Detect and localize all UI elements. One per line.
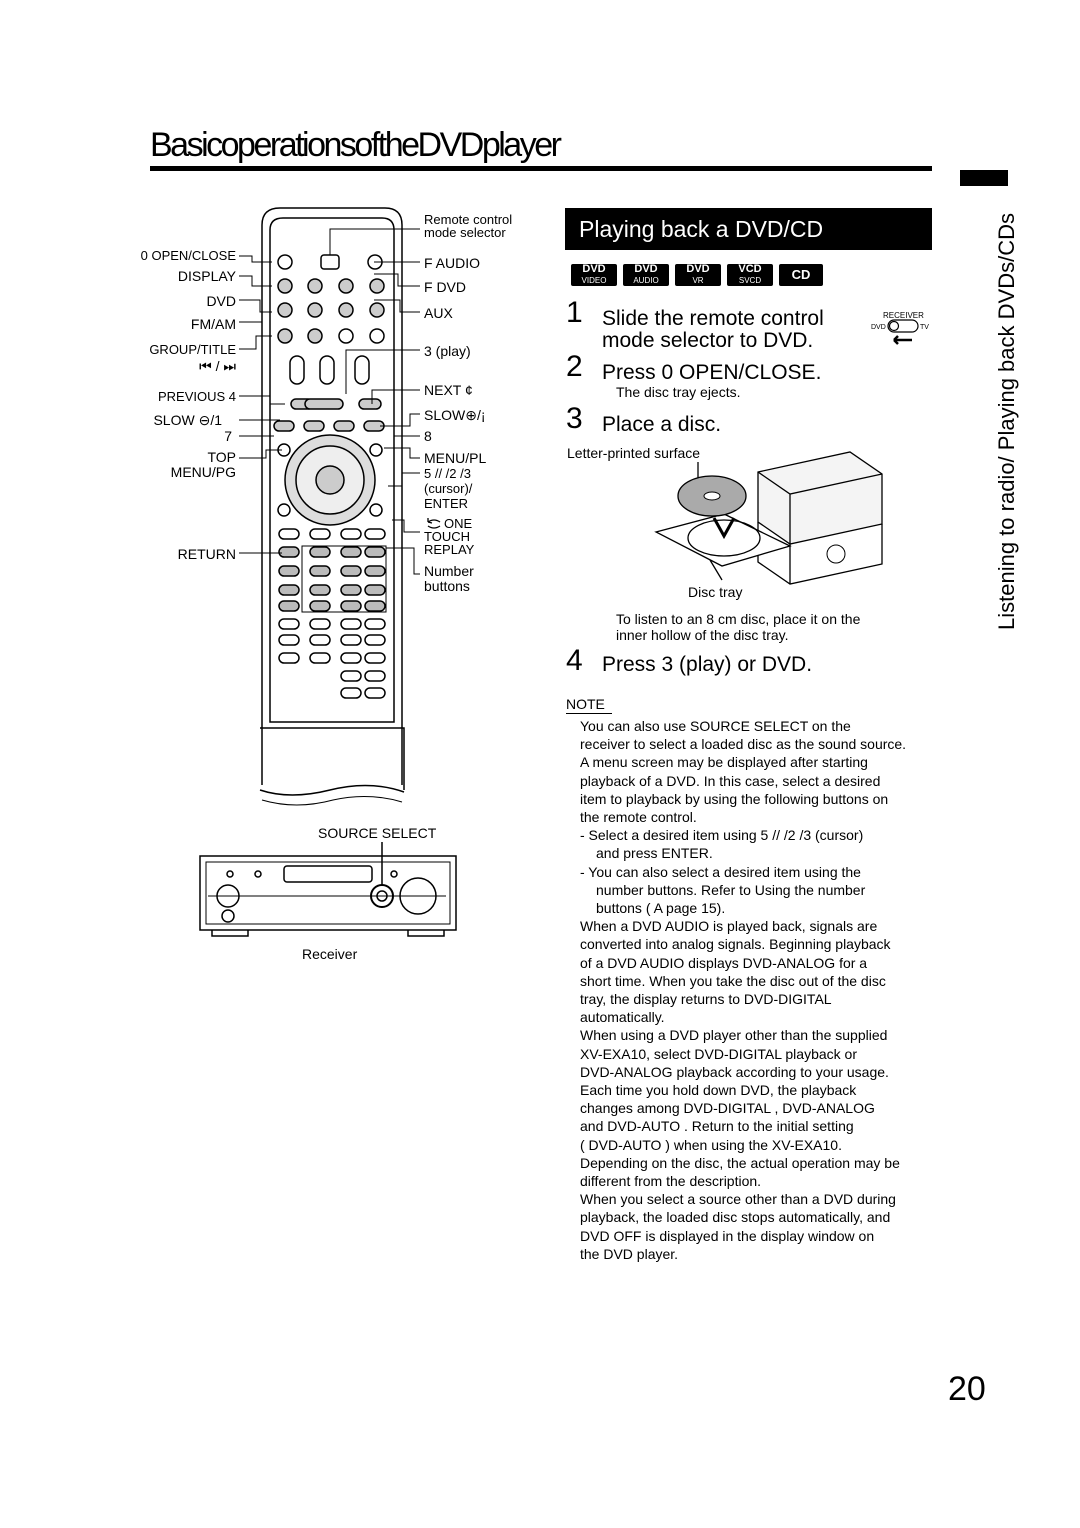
remote-key bbox=[279, 635, 299, 645]
remote-button bbox=[308, 303, 322, 317]
page-title: BasicoperationsoftheDVDplayer bbox=[150, 126, 560, 164]
side-section-text: Listening to radio/ Playing back DVDs/CDs bbox=[994, 213, 1019, 630]
step-4-number: 4 bbox=[566, 644, 583, 677]
remote-key bbox=[365, 653, 385, 663]
note-line: When you select a source other than a DVD during bbox=[580, 1191, 896, 1208]
step-2-sub: The disc tray ejects. bbox=[616, 384, 741, 400]
format-dvd-video-badge: DVD VIDEO bbox=[571, 264, 617, 286]
selector-receiver-label: RECEIVER bbox=[883, 311, 924, 320]
label-one: ONE bbox=[444, 516, 473, 531]
mode-selector-switch-icon bbox=[884, 316, 924, 348]
remote-key bbox=[365, 601, 385, 611]
selector-dvd-label: DVD bbox=[871, 324, 886, 331]
remote-key bbox=[365, 547, 385, 557]
format-vcd-svcd-badge: VCD SVCD bbox=[727, 264, 773, 286]
remote-button bbox=[359, 399, 381, 409]
one-touch-replay-icon bbox=[424, 518, 444, 530]
label-return: RETURN bbox=[177, 546, 236, 562]
label-display: DISPLAY bbox=[177, 268, 236, 284]
note-line: automatically. bbox=[580, 1009, 665, 1026]
label-group-title: GROUP/TITLE bbox=[149, 342, 236, 357]
note-underline bbox=[566, 713, 612, 714]
remote-button bbox=[274, 421, 294, 431]
remote-key bbox=[310, 619, 330, 629]
disc-note-line2: inner hollow of the disc tray. bbox=[616, 627, 789, 643]
note-line: changes among DVD-DIGITAL , DVD-ANALOG bbox=[580, 1100, 875, 1117]
remote-key bbox=[279, 566, 299, 576]
remote-key bbox=[310, 566, 330, 576]
remote-key bbox=[279, 585, 299, 595]
format-cd-badge: CD bbox=[779, 264, 823, 286]
remote-key bbox=[310, 635, 330, 645]
label-aux: AUX bbox=[424, 305, 453, 321]
remote-button bbox=[308, 279, 322, 293]
remote-button bbox=[370, 329, 384, 343]
note-line: and DVD-AUTO . Return to the initial setting bbox=[580, 1118, 854, 1135]
note-line: When using a DVD player other than the supplied bbox=[580, 1027, 888, 1044]
label-slow-forward: SLOW⊕/¡ bbox=[424, 407, 486, 423]
format-dvd-vr-badge: DVD VR bbox=[675, 264, 721, 286]
remote-key bbox=[341, 547, 361, 557]
note-line: ( DVD-AUTO ) when using the XV-EXA10. bbox=[580, 1136, 842, 1153]
note-line: the DVD player. bbox=[580, 1245, 679, 1262]
step-1-line1: Slide the remote control bbox=[602, 307, 824, 330]
remote-key bbox=[365, 635, 385, 645]
remote-key bbox=[341, 635, 361, 645]
note-line: receiver to select a loaded disc as the sound source. bbox=[580, 736, 907, 753]
note-line: Depending on the disc, the actual operation may be bbox=[580, 1154, 900, 1171]
note-line: Each time you hold down DVD, the playback bbox=[580, 1082, 857, 1099]
remote-mode-selector bbox=[321, 255, 339, 269]
note-line: item to playback by using the following buttons on bbox=[580, 790, 889, 807]
remote-key bbox=[341, 566, 361, 576]
remote-key bbox=[365, 688, 385, 698]
label-top: TOP bbox=[207, 449, 236, 465]
remote-button bbox=[334, 421, 354, 431]
note-line: converted into analog signals. Beginning playback bbox=[580, 936, 891, 953]
remote-key bbox=[341, 601, 361, 611]
note-line: DVD-ANALOG playback according to your usage. bbox=[580, 1063, 889, 1080]
remote-button bbox=[278, 329, 292, 343]
label-open-close: 0 OPEN/CLOSE bbox=[140, 248, 236, 263]
note-line: playback of a DVD. In this case, select a desired bbox=[580, 772, 881, 789]
note-body bbox=[580, 717, 936, 1263]
remote-key bbox=[279, 601, 299, 611]
note-line: short time. When you take the disc out of the disc bbox=[580, 972, 886, 989]
remote-skip-button bbox=[355, 356, 369, 384]
remote-button bbox=[305, 399, 343, 409]
remote-key bbox=[310, 547, 330, 557]
label-cursor: (cursor)/ bbox=[424, 481, 473, 496]
note-line: of a DVD AUDIO displays DVD-ANALOG for a bbox=[580, 954, 868, 971]
note-line: the remote control. bbox=[580, 809, 697, 826]
label-menu-pg: MENU/PG bbox=[170, 464, 236, 480]
remote-button bbox=[339, 303, 353, 317]
remote-key bbox=[279, 619, 299, 629]
label-fm-am: FM/AM bbox=[190, 316, 236, 332]
step-4-line1: Press 3 (play) or DVD. bbox=[602, 653, 813, 676]
label-slow-reverse: SLOW ⊖/1 bbox=[153, 412, 222, 428]
label-8: 8 bbox=[424, 428, 432, 444]
note-line: You can also use SOURCE SELECT on the bbox=[580, 718, 851, 734]
remote-key bbox=[310, 601, 330, 611]
label-mode-selector-2: mode selector bbox=[424, 225, 506, 240]
page-number: 20 bbox=[948, 1370, 986, 1408]
remote-key bbox=[341, 653, 361, 663]
remote-button bbox=[339, 329, 353, 343]
note-line: When a DVD AUDIO is played back, signals are bbox=[580, 918, 878, 935]
step-1-line2: mode selector to DVD. bbox=[602, 329, 814, 352]
remote-button bbox=[278, 303, 292, 317]
step-3-number: 3 bbox=[566, 402, 583, 435]
remote-button bbox=[278, 279, 292, 293]
remote-key bbox=[310, 529, 330, 539]
remote-key bbox=[341, 671, 361, 681]
remote-key bbox=[341, 529, 361, 539]
remote-key bbox=[341, 688, 361, 698]
remote-button bbox=[370, 303, 384, 317]
remote-key bbox=[365, 566, 385, 576]
remote-key bbox=[365, 671, 385, 681]
label-next: NEXT ¢ bbox=[424, 382, 473, 398]
note-line: buttons ( A page 15). bbox=[596, 900, 726, 917]
note-line: number buttons. Refer to Using the number bbox=[596, 881, 866, 898]
note-line: tray, the display returns to DVD-DIGITAL bbox=[580, 991, 832, 1008]
remote-button bbox=[370, 279, 384, 293]
selector-tv-label: TV bbox=[920, 324, 929, 331]
step-1-number: 1 bbox=[566, 296, 583, 329]
note-line: XV-EXA10, select DVD-DIGITAL playback or bbox=[580, 1045, 857, 1062]
remote-key bbox=[341, 585, 361, 595]
label-7: 7 bbox=[224, 428, 232, 444]
remote-key bbox=[279, 653, 299, 663]
label-f-dvd: F DVD bbox=[424, 279, 466, 295]
label-f-audio: F AUDIO bbox=[424, 255, 481, 271]
label-skip: ⏮ / ⏭ bbox=[199, 358, 236, 374]
note-heading: NOTE bbox=[566, 696, 605, 712]
receiver-illustration bbox=[196, 840, 466, 940]
note-line: playback, the loaded disc stops automatically, and bbox=[580, 1209, 891, 1226]
label-number: Number bbox=[424, 563, 474, 579]
note-line: - Select a desired item using 5 // /2 /3 (cursor) bbox=[580, 827, 864, 844]
remote-key bbox=[365, 619, 385, 629]
remote-skip-button bbox=[290, 356, 304, 384]
note-line: and press ENTER. bbox=[596, 845, 713, 862]
remote-enter-button bbox=[316, 466, 344, 494]
label-cursor-keys: 5 // /2 /3 bbox=[424, 466, 471, 481]
disc-tray-illustration bbox=[650, 450, 890, 590]
label-previous: PREVIOUS 4 bbox=[157, 389, 236, 404]
note-line: DVD OFF is displayed in the display window on bbox=[580, 1227, 875, 1244]
label-mode-selector-1: Remote control bbox=[424, 212, 513, 227]
label-touch: TOUCH bbox=[424, 529, 470, 544]
format-dvd-audio-badge: DVD AUDIO bbox=[623, 264, 669, 286]
remote-key bbox=[310, 653, 330, 663]
note-line: - You can also select a desired item using the bbox=[580, 863, 861, 880]
remote-button bbox=[278, 255, 292, 269]
remote-button bbox=[370, 444, 382, 456]
step-2-number: 2 bbox=[566, 350, 583, 383]
label-replay: REPLAY bbox=[424, 542, 475, 557]
label-enter: ENTER bbox=[424, 496, 469, 511]
remote-key bbox=[279, 529, 299, 539]
label-letter-printed-surface: Letter-printed surface bbox=[567, 445, 701, 461]
label-dvd: DVD bbox=[206, 293, 236, 309]
remote-skip-button bbox=[320, 356, 334, 384]
note-line: different from the description. bbox=[580, 1173, 762, 1190]
label-menu-pl: MENU/PL bbox=[424, 450, 487, 466]
remote-key bbox=[365, 529, 385, 539]
note-line: A menu screen may be displayed after starting bbox=[580, 754, 868, 771]
remote-button bbox=[278, 504, 290, 516]
label-disc-tray: Disc tray bbox=[688, 584, 743, 600]
remote-button bbox=[339, 279, 353, 293]
receiver-caption: Receiver bbox=[302, 946, 358, 962]
label-play: 3 (play) bbox=[424, 343, 471, 359]
remote-key bbox=[279, 547, 299, 557]
remote-key bbox=[341, 619, 361, 629]
remote-button bbox=[370, 504, 382, 516]
remote-button bbox=[304, 421, 324, 431]
remote-key bbox=[365, 585, 385, 595]
label-buttons: buttons bbox=[424, 578, 470, 594]
remote-key bbox=[310, 585, 330, 595]
section-banner: Playing back a DVD/CD bbox=[565, 208, 932, 250]
step-2-line1: Press 0 OPEN/CLOSE. bbox=[602, 361, 822, 384]
step-3-line1: Place a disc. bbox=[602, 413, 722, 436]
disc-note-line1: To listen to an 8 cm disc, place it on the bbox=[616, 611, 861, 627]
remote-button bbox=[308, 329, 322, 343]
label-source-select: SOURCE SELECT bbox=[318, 825, 437, 841]
